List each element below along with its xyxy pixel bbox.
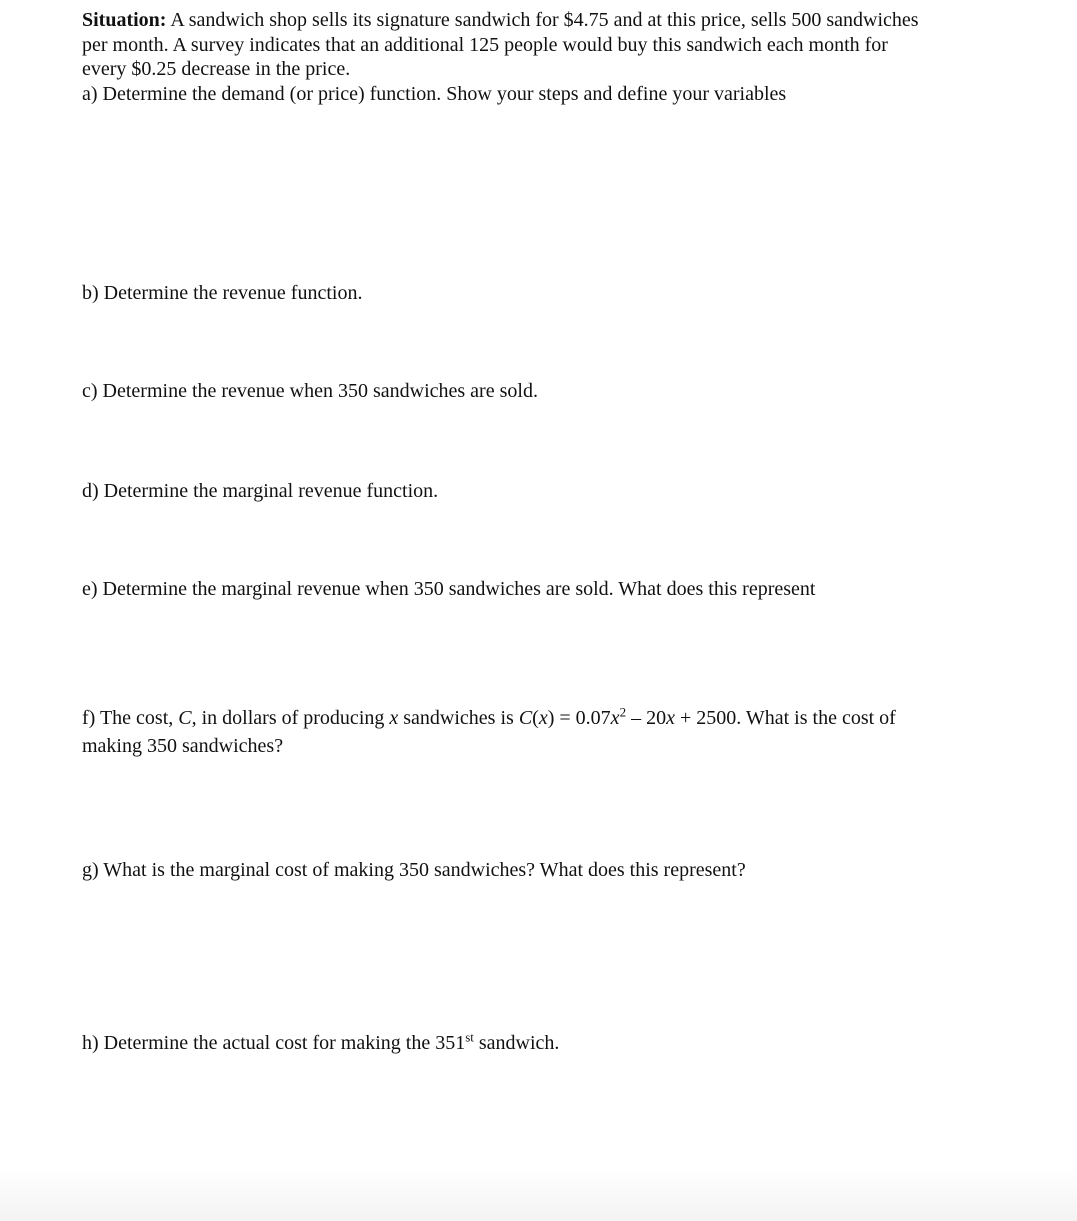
formula-constant: + 2500	[674, 707, 737, 729]
question-g: g) What is the marginal cost of making 350 sandwiches? What does this represent?	[82, 859, 746, 881]
question-h-prefix: h) Determine the actual cost for making the 351	[82, 1032, 466, 1054]
ordinal-suffix: st	[465, 1029, 474, 1045]
formula-coefficient: ) = 0.07	[547, 707, 611, 729]
question-f-mid2: sandwiches is	[398, 707, 519, 729]
cost-formula	[518, 704, 737, 729]
situation-line-2: per month. A survey indicates that an additional 125 people would buy this sandwich each month for	[82, 33, 888, 56]
formula-x-linear: x	[666, 707, 675, 729]
question-h	[82, 1029, 559, 1057]
question-c: c) Determine the revenue when 350 sandwiches are sold.	[82, 380, 538, 402]
formula-fn: C	[518, 707, 533, 729]
formula-open: (	[532, 707, 539, 729]
question-a: a) Determine the demand (or price) function. Show your steps and define your variables	[82, 82, 787, 105]
question-f-suffix: . What is the cost of	[736, 707, 896, 729]
situation-line-1	[82, 8, 1022, 33]
formula-x-squared-base: x	[610, 707, 620, 729]
situation-text-1: A sandwich shop sells its signature sandwich for $4.75 and at this price, sells 500 sandwiches	[170, 9, 919, 31]
question-e: e) Determine the marginal revenue when 350 sandwiches are sold. What does this represent	[82, 578, 816, 600]
situation-block	[82, 8, 1022, 106]
formula-exponent: 2	[619, 704, 627, 720]
question-f	[82, 704, 1002, 760]
variable-c: C	[178, 707, 192, 729]
question-d: d) Determine the marginal revenue function.	[82, 480, 439, 502]
situation-label: Situation:	[82, 9, 167, 31]
formula-linear-term: – 20	[626, 707, 667, 729]
question-f-line-2: making 350 sandwiches?	[82, 735, 284, 757]
question-b: b) Determine the revenue function.	[82, 282, 363, 304]
situation-line-3: every $0.25 decrease in the price.	[82, 58, 351, 80]
question-f-mid: , in dollars of producing	[191, 707, 390, 729]
question-f-prefix: f) The cost,	[82, 707, 179, 729]
variable-x: x	[389, 707, 399, 729]
formula-x: x	[538, 707, 548, 729]
question-h-suffix: sandwich.	[473, 1032, 560, 1054]
